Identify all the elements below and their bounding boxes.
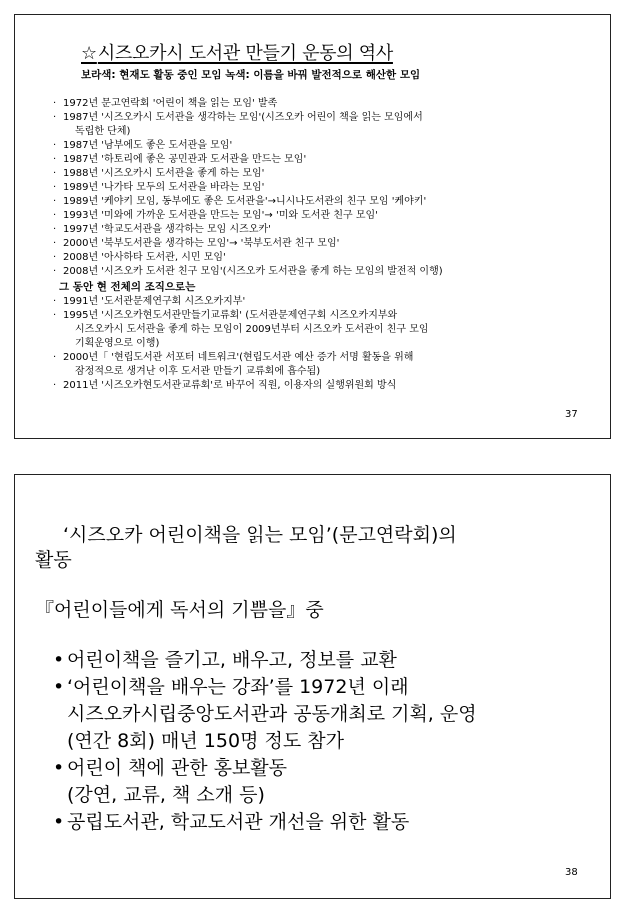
slide-37 [14,14,611,439]
list-item: · 1993년 '미와에 가까운 도서관을 만드는 모임'→ '미와 도서관 친구 모임' [53,210,378,221]
list-item: · 1987년 '하토리에 좋은 공민관과 도서관을 만드는 모임' [53,154,307,165]
list-item: · 1987년 '남부에도 좋은 도서관을 모임' [53,140,233,151]
bullet-icon: · [53,168,57,179]
bullet-icon: · [53,154,57,165]
slide-subtitle: 『어린이들에게 독서의 기쁨을』중 [35,599,324,621]
bullet-icon: • [53,757,65,779]
bullet-icon: • [53,676,65,698]
bullet-icon: · [53,224,57,235]
bullet-icon: · [53,238,57,249]
list-item: · 1989년 '나가타 모두의 도서관을 바라는 모임' [53,182,265,193]
slide-title-text: 시즈오카시 도서관 만들기 운동의 역사 [97,43,393,64]
list-item: • 어린이책을 즐기고, 배우고, 정보를 교환 [53,647,477,674]
bullet-icon: · [53,252,57,263]
list-item: · 2000년「 '현립도서관 서포터 네트워크'(현립도서관 예산 증가 서명 활동을 위해 잠정적으로 생겨난 이후 도서관 만들기 교류회에 흡수됨) [53,352,414,377]
bullet-icon: · [53,296,57,307]
list-item: · 1991년 '도서관문제연구회 시즈오카지부' [53,296,246,307]
bullet-icon: · [53,112,57,123]
bullet-icon: · [53,210,57,221]
list-item: · 1987년 '시즈오카시 도서관을 생각하는 모임'(시즈오카 어린이 책을 읽는 모임에서 독립한 단체) [53,112,423,137]
list-item: • ‘어린이책을 배우는 강좌’를 1972년 이래 시즈오카시립중앙도서관과 공동개최로 기획, 운영 (연간 8회) 매년 150명 정도 참가 [53,676,477,752]
slide-title [81,39,393,65]
star-icon: ☆ [81,43,97,64]
list-item: · 1989년 '케야키 모임, 동부에도 좋은 도서관을'→니시나도서관의 친구 모임 '케야키' [53,196,427,207]
list-item: • 공립도서관, 학교도서관 개선을 위한 활동 [53,809,477,836]
color-legend: 보라색: 현재도 활동 중인 모임 녹색: 이름을 바꿔 발전적으로 해산한 모임 [81,69,421,81]
history-list [53,97,598,393]
list-item: · 1995년 '시즈오카현도서관만들기교류회' (도서관문제연구회 시즈오카지부와 시즈오카시 도서관을 좋게 하는 모임이 2009년부터 시즈오카 도서관이 친구 모임 기획운영으로 이행) [53,310,429,349]
list-item: · 2011년 '시즈오카현도서관교류회'로 바꾸어 직원, 이용자의 실행위원회 방식 [53,380,397,391]
bullet-icon: · [53,140,57,151]
list-item: · 2000년 '북부도서관을 생각하는 모임'→ '북부도서관 친구 모임' [53,238,340,249]
bullet-icon: · [53,196,57,207]
bullet-icon: · [53,98,57,109]
list-item: · 1997년 '학교도서관을 생각하는 모임 시즈오카' [53,224,271,235]
page-number: 38 [565,867,578,878]
slide-title: ‘시즈오카 어린이책을 읽는 모임’(문고연락회)의 활동 [35,524,457,571]
list-item: · 1972년 문고연락회 '어린이 책을 읽는 모임' 발족 [53,98,278,109]
section-heading: 그 동안 현 전체의 조직으로는 [59,281,196,293]
list-item: · 2008년 '아사하타 도서관, 시민 모임' [53,252,226,263]
bullet-icon: • [53,811,65,833]
bullet-icon: · [53,352,57,363]
activity-list [53,647,477,836]
slide-38 [14,474,611,899]
bullet-icon: • [53,649,65,671]
page-number: 37 [565,409,578,420]
list-item: • 어린이 책에 관한 홍보활동 (강연, 교류, 책 소개 등) [53,757,288,806]
bullet-icon: · [53,266,57,277]
bullet-icon: · [53,380,57,391]
list-item: · 1988년 '시즈오카시 도서관을 좋게 하는 모임' [53,168,265,179]
list-item: · 2008년 '시즈오카 도서관 친구 모임'(시즈오카 도서관을 좋게 하는 모임의 발전적 이행) [53,266,443,277]
bullet-icon: · [53,182,57,193]
bullet-icon: · [53,310,57,321]
